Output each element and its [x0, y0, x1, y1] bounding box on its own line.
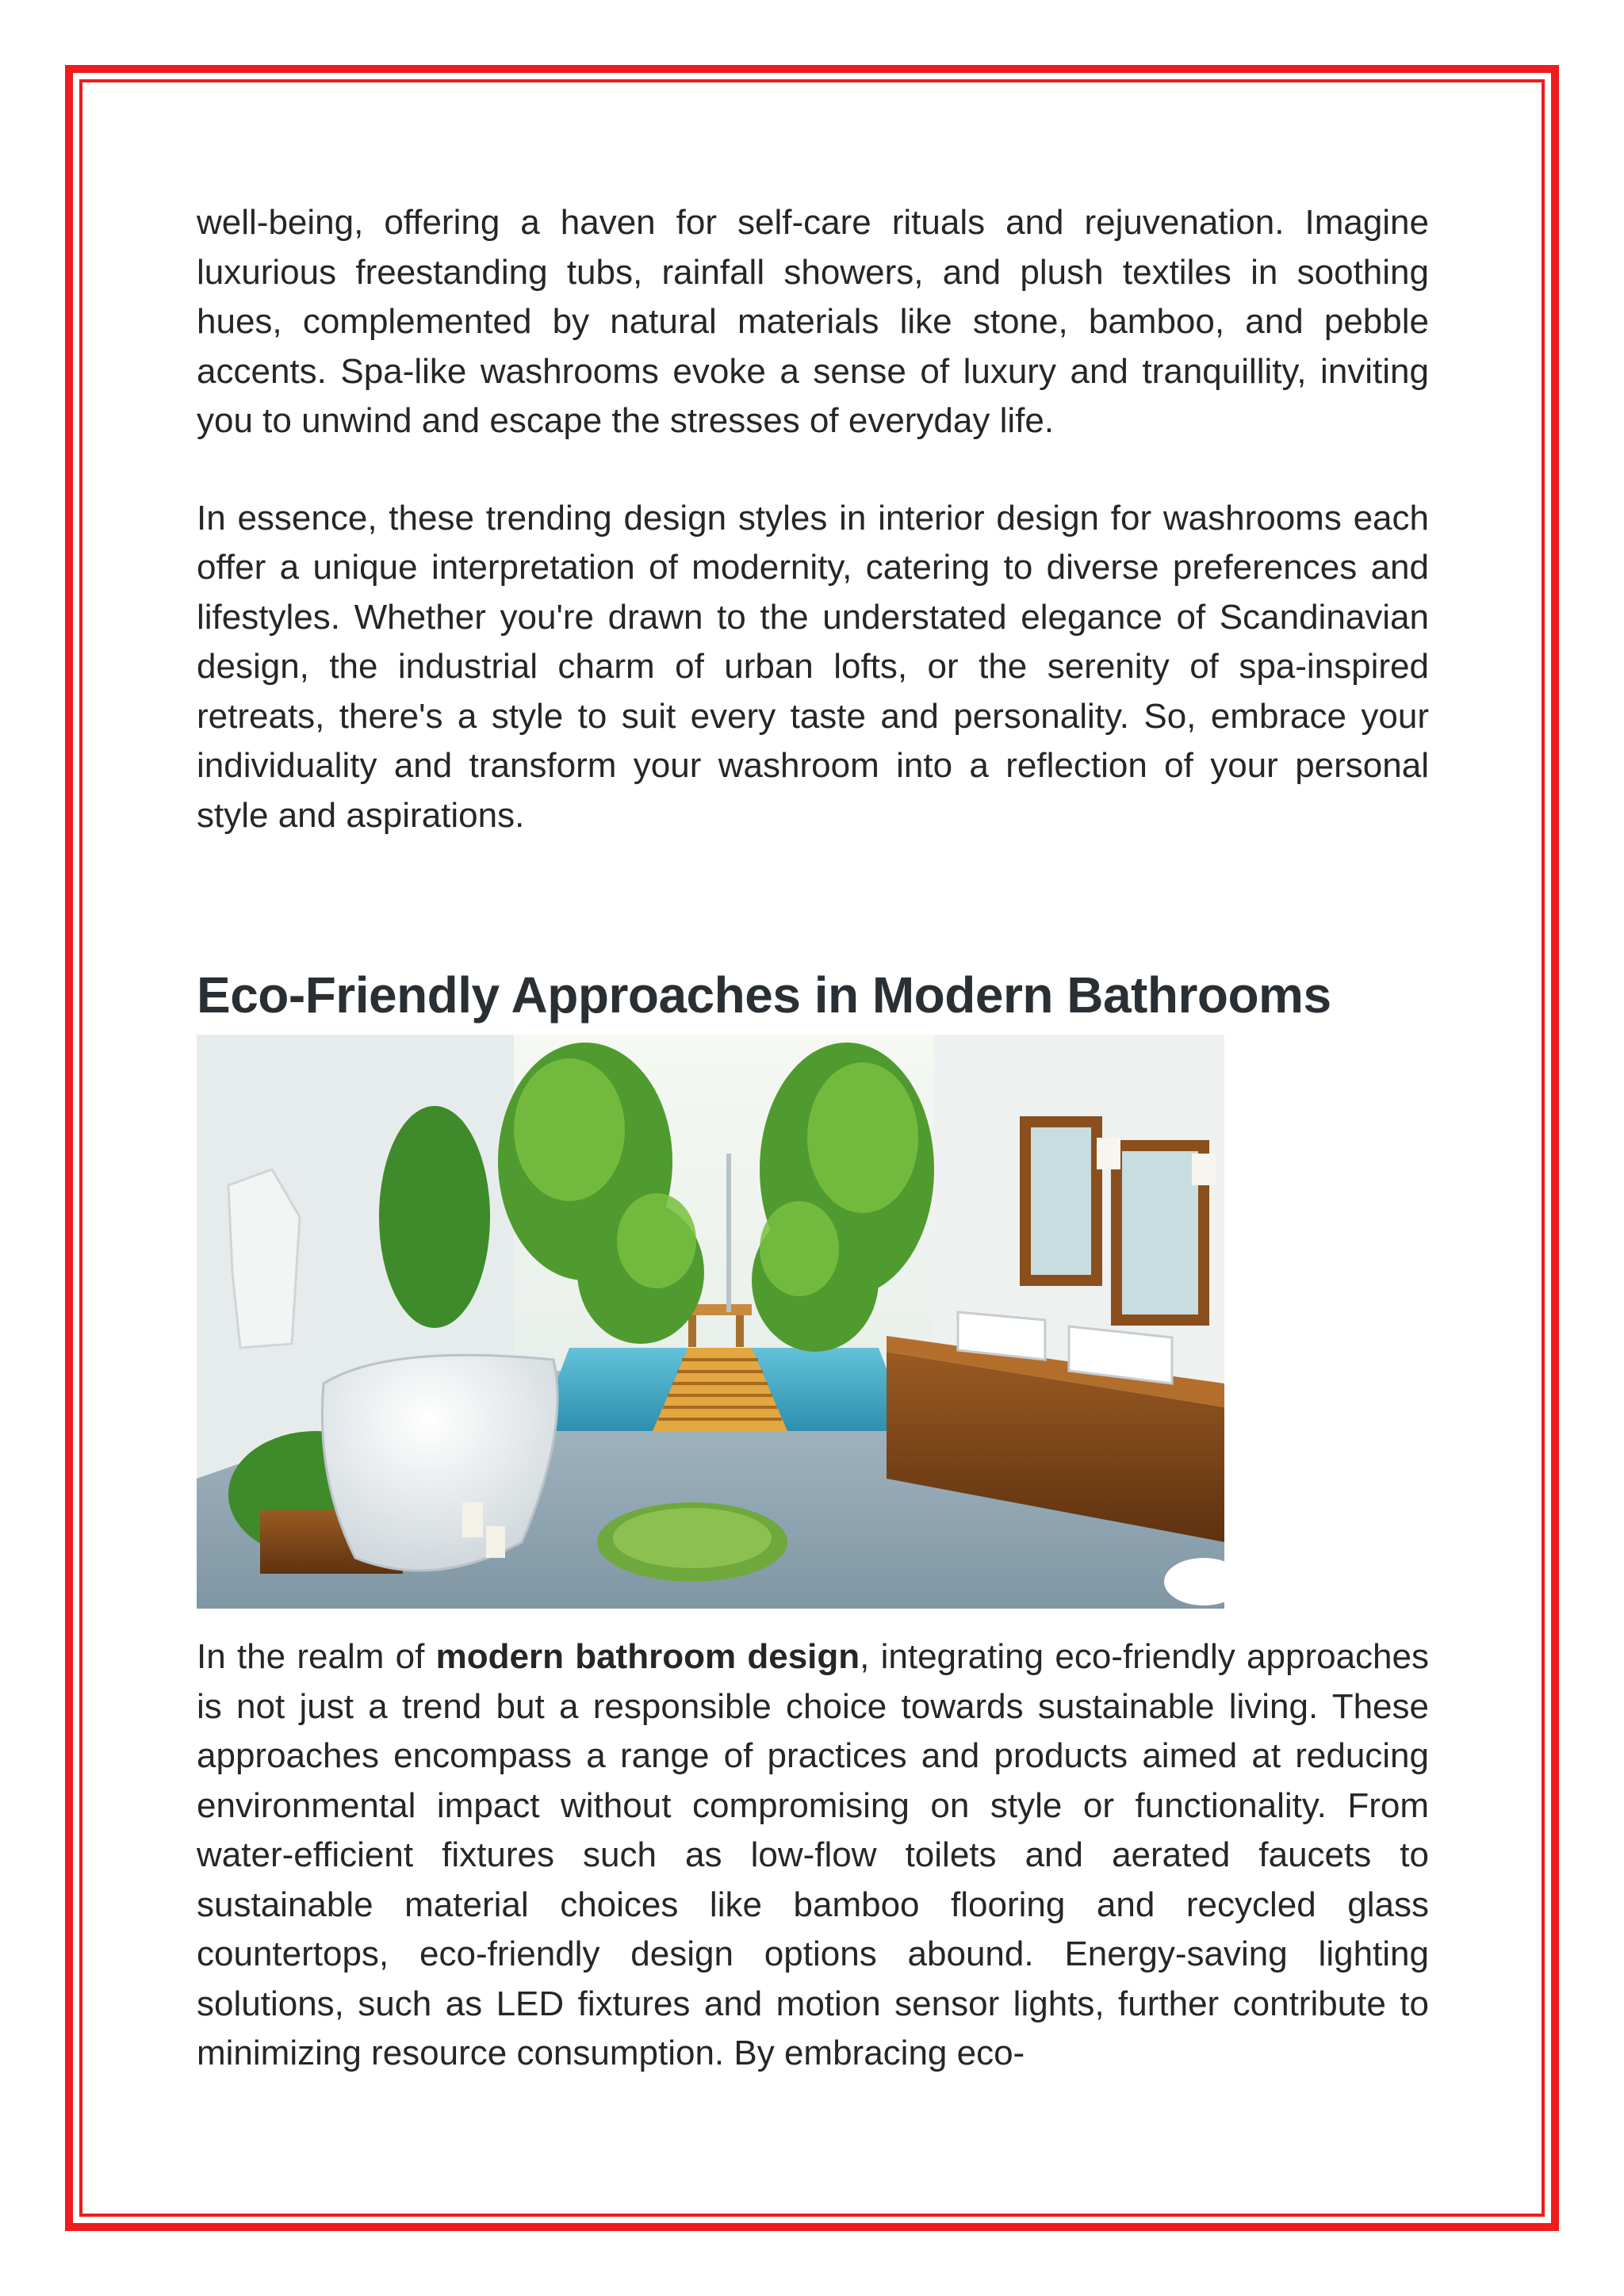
paragraph-eco-friendly-lead: In the realm of [197, 1637, 436, 1676]
modern-bathroom-design-emphasis: modern bathroom design [435, 1637, 860, 1676]
eco-bathroom-photo [197, 1035, 1224, 1609]
paragraph-eco-friendly [197, 1632, 1429, 2079]
paragraph-spa-washrooms: well-being, offering a haven for self-care rituals and rejuvenation. Imagine luxurious freestanding tubs, rainfall showers, and plush textiles in soothing hues, complemented by natural materials like stone, bamboo, and pebble accents. Spa-like washrooms evoke a sense of luxury and tranquillity, inviting you to unwind and escape the stresses of everyday life. [197, 203, 1429, 440]
paragraph-eco-friendly-rest: , integrating eco-friendly approaches is not just a trend but a responsible choice towards sustainable living. These approaches encompass a range of practices and products aimed at reducing environmental impact without compromising on style or functionality. From water-efficient fixtures such as low-flow toilets and aerated faucets to sustainable material choices like bamboo flooring and recycled glass countertops, eco-friendly design options abound. Energy-saving lighting solutions, such as LED fixtures and motion sensor lights, further contribute to minimizing resource consumption. By embracing eco- [197, 1637, 1429, 2072]
document-body [197, 198, 1429, 2079]
paragraph-in-essence: In essence, these trending design styles in interior design for washrooms each offer a unique interpretation of modernity, catering to diverse preferences and lifestyles. Whether you're drawn to the understated elegance of Scandinavian design, the industrial charm of urban lofts, or the serenity of spa-inspired retreats, there's a style to suit every taste and personality. So, embrace your individuality and transform your washroom into a reflection of your personal style and aspirations. [197, 498, 1429, 835]
bathroom-illustration [197, 1035, 1224, 1609]
section-heading: Eco-Friendly Approaches in Modern Bathrooms [197, 966, 1331, 1024]
